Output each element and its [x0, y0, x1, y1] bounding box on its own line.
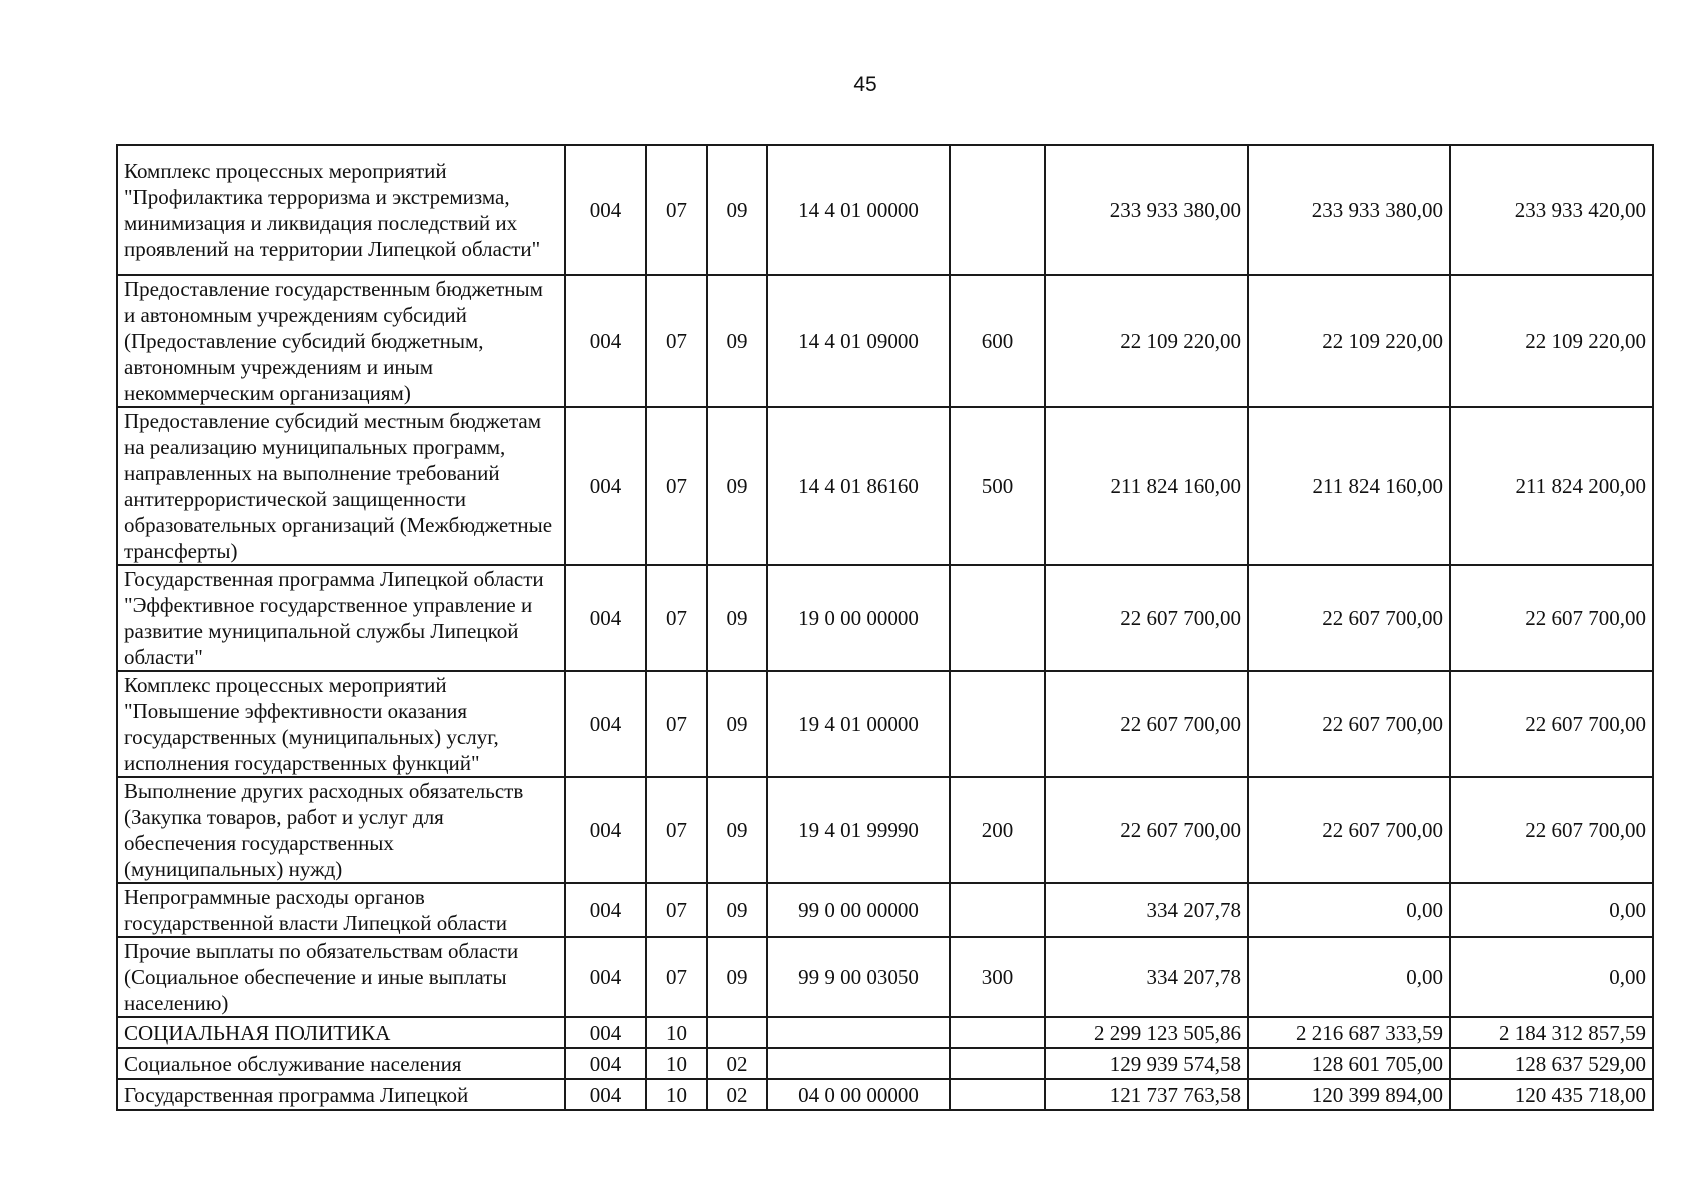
amount-year-2: 128 601 705,00 [1248, 1048, 1450, 1079]
subsection-code: 09 [707, 777, 767, 883]
section-code: 07 [646, 565, 707, 671]
expense-name: Государственная программа Липецкой [117, 1079, 565, 1110]
amount-year-1: 22 607 700,00 [1045, 565, 1248, 671]
table-row [117, 145, 1653, 275]
subsection-code: 09 [707, 937, 767, 1017]
subsection-code: 02 [707, 1048, 767, 1079]
expense-name: Предоставление субсидий местным бюджетам на реализацию муниципальных программ, направленных на выполнение требований антитеррористической защищенности образовательных организаций (Межбюджетные трансферты) [117, 407, 565, 565]
expense-type-code [950, 145, 1045, 275]
subsection-code: 09 [707, 407, 767, 565]
target-article-code: 99 9 00 03050 [767, 937, 950, 1017]
amount-year-2: 22 607 700,00 [1248, 671, 1450, 777]
expense-name: Выполнение других расходных обязательств (Закупка товаров, работ и услуг для обеспечения государственных (муниципальных) нужд) [117, 777, 565, 883]
amount-year-2: 211 824 160,00 [1248, 407, 1450, 565]
expense-name: Прочие выплаты по обязательствам области (Социальное обеспечение и иные выплаты населению) [117, 937, 565, 1017]
amount-year-1: 121 737 763,58 [1045, 1079, 1248, 1110]
subsection-code: 09 [707, 145, 767, 275]
amount-year-2: 233 933 380,00 [1248, 145, 1450, 275]
target-article-code: 99 0 00 00000 [767, 883, 950, 937]
target-article-code: 19 4 01 00000 [767, 671, 950, 777]
section-code: 07 [646, 671, 707, 777]
page-number: 45 [853, 73, 877, 96]
amount-year-3: 22 607 700,00 [1450, 671, 1653, 777]
amount-year-2: 22 607 700,00 [1248, 565, 1450, 671]
amount-year-2: 0,00 [1248, 937, 1450, 1017]
amount-year-3: 120 435 718,00 [1450, 1079, 1653, 1110]
expense-type-code [950, 565, 1045, 671]
amount-year-3: 128 637 529,00 [1450, 1048, 1653, 1079]
amount-year-3: 22 607 700,00 [1450, 777, 1653, 883]
amount-year-3: 211 824 200,00 [1450, 407, 1653, 565]
amount-year-2: 22 607 700,00 [1248, 777, 1450, 883]
expense-name: Государственная программа Липецкой области "Эффективное государственное управление и развитие муниципальной службы Липецкой области" [117, 565, 565, 671]
ved-code: 004 [565, 937, 646, 1017]
expense-name: Предоставление государственным бюджетным и автономным учреждениям субсидий (Предоставление субсидий бюджетным, автономным учреждениям и иным некоммерческим организациям) [117, 275, 565, 407]
ved-code: 004 [565, 1048, 646, 1079]
target-article-code: 19 4 01 99990 [767, 777, 950, 883]
expense-name: Комплекс процессных мероприятий "Повышение эффективности оказания государственных (муниципальных) услуг, исполнения государственных функций" [117, 671, 565, 777]
section-code: 07 [646, 145, 707, 275]
subsection-code: 09 [707, 883, 767, 937]
amount-year-3: 22 607 700,00 [1450, 565, 1653, 671]
amount-year-3: 0,00 [1450, 883, 1653, 937]
expense-type-code [950, 1017, 1045, 1048]
expense-type-code [950, 1048, 1045, 1079]
expense-type-code: 500 [950, 407, 1045, 565]
target-article-code: 19 0 00 00000 [767, 565, 950, 671]
ved-code: 004 [565, 1017, 646, 1048]
target-article-code [767, 1048, 950, 1079]
amount-year-3: 2 184 312 857,59 [1450, 1017, 1653, 1048]
section-code: 10 [646, 1048, 707, 1079]
expense-type-code [950, 1079, 1045, 1110]
subsection-code: 09 [707, 671, 767, 777]
target-article-code: 14 4 01 00000 [767, 145, 950, 275]
ved-code: 004 [565, 275, 646, 407]
amount-year-3: 0,00 [1450, 937, 1653, 1017]
subsection-code: 02 [707, 1079, 767, 1110]
expense-name: Комплекс процессных мероприятий "Профилактика терроризма и экстремизма, минимизация и ликвидация последствий их проявлений на территории Липецкой области" [117, 145, 565, 275]
expense-name: СОЦИАЛЬНАЯ ПОЛИТИКА [117, 1017, 565, 1048]
ved-code: 004 [565, 407, 646, 565]
expense-name: Социальное обслуживание населения [117, 1048, 565, 1079]
target-article-code: 04 0 00 00000 [767, 1079, 950, 1110]
amount-year-2: 120 399 894,00 [1248, 1079, 1450, 1110]
expense-type-code [950, 883, 1045, 937]
table-row [117, 671, 1653, 777]
amount-year-1: 233 933 380,00 [1045, 145, 1248, 275]
amount-year-3: 233 933 420,00 [1450, 145, 1653, 275]
subsection-code: 09 [707, 565, 767, 671]
section-code: 07 [646, 777, 707, 883]
section-code: 07 [646, 937, 707, 1017]
expense-type-code: 200 [950, 777, 1045, 883]
target-article-code: 14 4 01 09000 [767, 275, 950, 407]
amount-year-3: 22 109 220,00 [1450, 275, 1653, 407]
amount-year-1: 334 207,78 [1045, 937, 1248, 1017]
ved-code: 004 [565, 883, 646, 937]
ved-code: 004 [565, 777, 646, 883]
table-row [117, 1079, 1653, 1110]
amount-year-2: 22 109 220,00 [1248, 275, 1450, 407]
amount-year-1: 22 607 700,00 [1045, 671, 1248, 777]
ved-code: 004 [565, 671, 646, 777]
amount-year-2: 0,00 [1248, 883, 1450, 937]
budget-table [116, 144, 1654, 1111]
table-row [117, 1017, 1653, 1048]
section-code: 07 [646, 275, 707, 407]
amount-year-1: 334 207,78 [1045, 883, 1248, 937]
amount-year-1: 211 824 160,00 [1045, 407, 1248, 565]
section-code: 07 [646, 407, 707, 565]
amount-year-1: 22 109 220,00 [1045, 275, 1248, 407]
ved-code: 004 [565, 145, 646, 275]
amount-year-1: 22 607 700,00 [1045, 777, 1248, 883]
table-row [117, 407, 1653, 565]
table-row [117, 565, 1653, 671]
ved-code: 004 [565, 565, 646, 671]
section-code: 10 [646, 1079, 707, 1110]
section-code: 10 [646, 1017, 707, 1048]
amount-year-2: 2 216 687 333,59 [1248, 1017, 1450, 1048]
expense-name: Непрограммные расходы органов государственной власти Липецкой области [117, 883, 565, 937]
subsection-code: 09 [707, 275, 767, 407]
amount-year-1: 2 299 123 505,86 [1045, 1017, 1248, 1048]
amount-year-1: 129 939 574,58 [1045, 1048, 1248, 1079]
table-row [117, 275, 1653, 407]
table-row [117, 883, 1653, 937]
table-row [117, 937, 1653, 1017]
section-code: 07 [646, 883, 707, 937]
target-article-code [767, 1017, 950, 1048]
target-article-code: 14 4 01 86160 [767, 407, 950, 565]
subsection-code [707, 1017, 767, 1048]
expense-type-code: 300 [950, 937, 1045, 1017]
expense-type-code: 600 [950, 275, 1045, 407]
table-row [117, 1048, 1653, 1079]
expense-type-code [950, 671, 1045, 777]
ved-code: 004 [565, 1079, 646, 1110]
table-row [117, 777, 1653, 883]
